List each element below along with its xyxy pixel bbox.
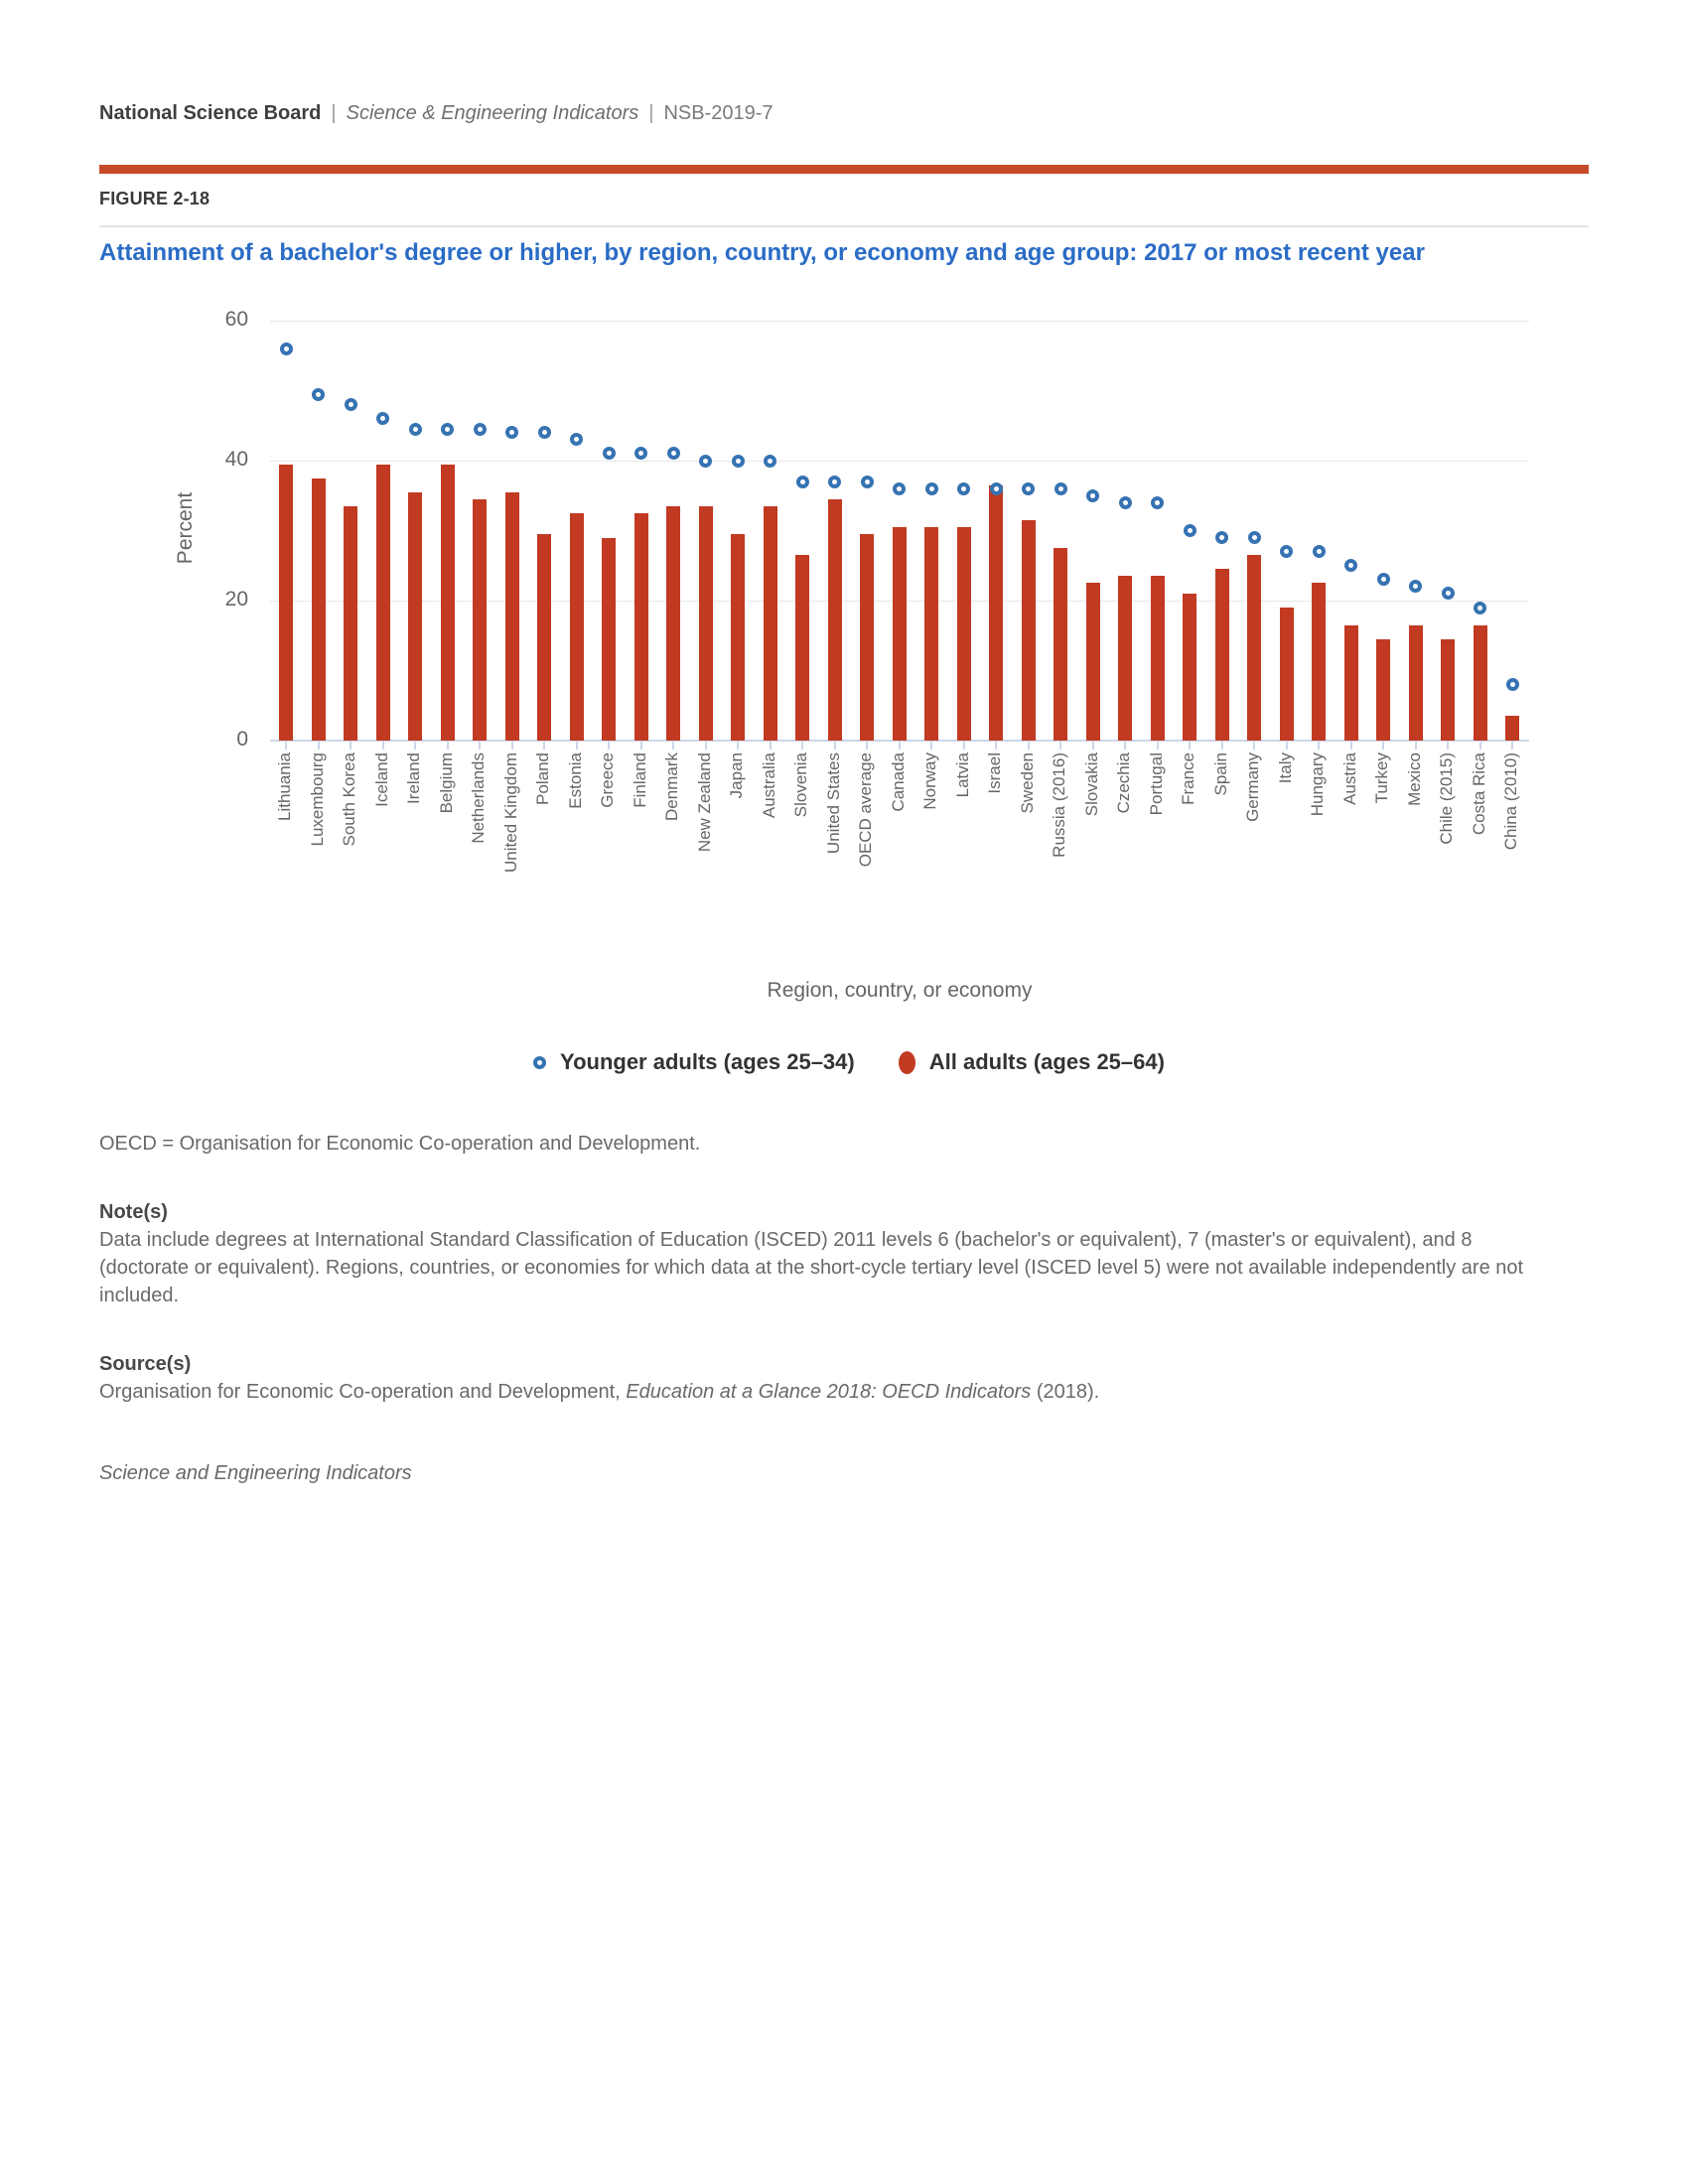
x-axis-tick <box>705 741 707 750</box>
bar <box>1118 576 1132 741</box>
x-axis-tick <box>899 741 901 750</box>
publication-name: Science & Engineering Indicators <box>346 102 639 124</box>
x-axis-tick <box>1221 741 1223 750</box>
x-axis-label: France <box>1179 752 1198 805</box>
scatter-dot <box>1119 496 1132 509</box>
x-axis-label: Chile (2015) <box>1437 752 1457 845</box>
x-axis-tick <box>576 741 578 750</box>
x-axis-label: Belgium <box>436 752 456 814</box>
bar <box>1054 548 1067 741</box>
scatter-dot <box>764 455 776 468</box>
x-axis-tick <box>801 741 803 750</box>
x-axis-label: Slovakia <box>1081 752 1101 817</box>
x-axis-tick <box>285 741 287 750</box>
scatter-dot <box>603 447 616 460</box>
x-axis-label: Germany <box>1243 752 1263 822</box>
x-axis-label: Latvia <box>952 752 972 798</box>
publication-footer: Science and Engineering Indicators <box>99 1462 412 1484</box>
scatter-dot <box>667 447 680 460</box>
scatter-dot <box>861 476 874 488</box>
y-axis-title: Percent <box>174 491 197 565</box>
bar <box>408 492 422 741</box>
bar <box>1280 608 1294 741</box>
scatter-dot <box>312 388 325 401</box>
gridline-y60 <box>270 321 1529 322</box>
x-axis-label: Slovenia <box>791 752 811 818</box>
bar <box>1376 639 1390 741</box>
source-text <box>99 1378 1549 1406</box>
bar <box>1022 520 1036 741</box>
x-axis-label: Iceland <box>371 752 391 807</box>
x-axis-tick <box>1124 741 1126 750</box>
bar <box>279 465 293 741</box>
x-axis-label: United States <box>823 752 843 855</box>
legend-item-younger-adults <box>533 1049 855 1075</box>
x-axis-tick <box>930 741 932 750</box>
brand-name: National Science Board <box>99 102 322 124</box>
x-axis-label: Japan <box>727 752 747 799</box>
bar <box>312 478 326 741</box>
bar <box>893 527 907 741</box>
bar <box>764 506 777 741</box>
sources-heading: Source(s) <box>99 1353 192 1375</box>
bar <box>1441 639 1455 741</box>
bar <box>1247 555 1261 741</box>
scatter-dot <box>828 476 841 488</box>
x-axis-tick <box>511 741 513 750</box>
bar <box>1312 583 1326 741</box>
figure-number: FIGURE 2-18 <box>99 189 211 208</box>
chart-legend <box>0 1040 1688 1084</box>
x-axis-label: Lithuania <box>275 752 295 822</box>
x-axis-tick <box>414 741 416 750</box>
x-axis-label: Netherlands <box>469 752 489 844</box>
x-axis-tick <box>1318 741 1320 750</box>
header-separator: | <box>331 102 337 124</box>
bar <box>828 499 842 741</box>
figure-title: Attainment of a bachelor's degree or higher, by region, country, or economy and age group: 2017 or most recent year <box>99 239 1425 266</box>
scatter-dot <box>732 455 745 468</box>
y-axis-tick-label: 20 <box>224 588 248 611</box>
x-axis-label: China (2010) <box>1501 752 1521 851</box>
x-axis-label: Canada <box>888 752 908 812</box>
x-axis-tick <box>1479 741 1481 750</box>
scatter-dot <box>634 447 647 460</box>
x-axis-tick <box>447 741 449 750</box>
x-axis-label: New Zealand <box>694 752 714 853</box>
bar <box>989 485 1003 741</box>
notes-heading: Note(s) <box>99 1201 168 1223</box>
scatter-dot <box>1086 489 1099 502</box>
x-axis-tick <box>350 741 352 750</box>
x-axis-tick <box>382 741 384 750</box>
x-axis-tick <box>1157 741 1159 750</box>
bar <box>1344 625 1358 741</box>
x-axis-label: Luxembourg <box>307 752 327 847</box>
scatter-dot <box>1248 531 1261 544</box>
x-axis-label: Spain <box>1210 752 1230 796</box>
y-axis-tick-label: 40 <box>224 448 248 471</box>
x-axis-tick <box>737 741 739 750</box>
x-axis-label: Denmark <box>662 752 682 821</box>
x-axis-label: Austria <box>1339 752 1359 805</box>
x-axis-label: Costa Rica <box>1469 752 1488 836</box>
scatter-dot <box>1151 496 1164 509</box>
bar <box>1215 569 1229 741</box>
gridline-y40 <box>270 461 1529 462</box>
legend-label: Younger adults (ages 25–34) <box>560 1049 855 1074</box>
scatter-dot <box>1280 545 1293 558</box>
scatter-dot <box>699 455 712 468</box>
x-axis-label: Russia (2016) <box>1050 752 1069 858</box>
scatter-dot <box>796 476 809 488</box>
bar <box>570 513 584 741</box>
scatter-dot <box>1442 587 1455 600</box>
header-separator: | <box>648 102 654 124</box>
scatter-dot <box>1055 482 1067 495</box>
bar <box>1183 594 1196 741</box>
open-circle-marker-icon <box>533 1056 546 1069</box>
scatter-dot <box>957 482 970 495</box>
bar <box>473 499 487 741</box>
scatter-dot <box>376 412 389 425</box>
bar <box>1409 625 1423 741</box>
bar <box>666 506 680 741</box>
x-axis-tick <box>1253 741 1255 750</box>
scatter-dot <box>1215 531 1228 544</box>
x-axis-tick <box>1415 741 1417 750</box>
x-axis-label: United Kingdom <box>500 752 520 873</box>
source-suffix: (2018). <box>1031 1381 1100 1403</box>
x-axis-label: Czechia <box>1114 752 1134 814</box>
x-axis-tick <box>834 741 836 750</box>
bar <box>537 534 551 741</box>
x-axis-label: OECD average <box>856 752 876 868</box>
x-axis-label: Israel <box>985 752 1005 794</box>
notes-text: Data include degrees at International Standard Classification of Education (ISCED) 2011 levels 6 (bachelor's or equivalent), 7 (master's or equivalent), and 8 (doctorate or equivalent). Regions, countries, or economies for which data at the short-cycle tertiary level (ISCED level 5) were not available independently are not included. <box>99 1229 1524 1306</box>
x-axis-label: Poland <box>533 752 553 805</box>
scatter-dot <box>280 342 293 355</box>
x-axis-tick <box>963 741 965 750</box>
scatter-dot <box>1474 602 1486 614</box>
x-axis-tick <box>640 741 642 750</box>
source-title: Education at a Glance 2018: OECD Indicators <box>626 1381 1032 1403</box>
scatter-dot <box>1409 580 1422 593</box>
source-prefix: Organisation for Economic Co-operation and Development, <box>99 1381 627 1403</box>
x-axis-tick <box>995 741 997 750</box>
x-axis-tick <box>543 741 545 750</box>
x-axis-tick <box>770 741 772 750</box>
bar <box>344 506 357 741</box>
bar <box>441 465 455 741</box>
scatter-dot <box>1313 545 1326 558</box>
x-axis-tick <box>1350 741 1352 750</box>
bar <box>957 527 971 741</box>
x-axis-tick <box>318 741 320 750</box>
bar <box>1151 576 1165 741</box>
legend-item-all-adults <box>899 1049 1165 1075</box>
scatter-dot <box>893 482 906 495</box>
bar <box>505 492 519 741</box>
x-axis-tick <box>1189 741 1191 750</box>
bar <box>924 527 938 741</box>
scatter-dot <box>505 426 518 439</box>
bar <box>376 465 390 741</box>
x-axis-label: Hungary <box>1308 752 1328 817</box>
x-axis-tick <box>1092 741 1094 750</box>
scatter-dot <box>1506 678 1519 691</box>
x-axis-tick <box>1059 741 1061 750</box>
x-axis-tick <box>672 741 674 750</box>
bar <box>699 506 713 741</box>
bar <box>795 555 809 741</box>
scatter-dot <box>570 433 583 446</box>
x-axis-tick <box>608 741 610 750</box>
x-axis-tick <box>1382 741 1384 750</box>
bar <box>731 534 745 741</box>
scatter-dot <box>1184 524 1196 537</box>
scatter-dot <box>1377 573 1390 586</box>
bar <box>1505 716 1519 741</box>
scatter-dot <box>990 482 1003 495</box>
x-axis-label: Greece <box>598 752 618 808</box>
x-axis-tick <box>866 741 868 750</box>
oecd-definition: OECD = Organisation for Economic Co-operation and Development. <box>99 1133 701 1155</box>
x-axis-label: Turkey <box>1372 752 1392 804</box>
bar <box>1474 625 1487 741</box>
x-axis-label: Portugal <box>1146 752 1166 816</box>
bar <box>1086 583 1100 741</box>
scatter-dot <box>441 423 454 436</box>
scatter-dot <box>925 482 938 495</box>
scatter-dot <box>538 426 551 439</box>
x-axis-tick <box>479 741 481 750</box>
scatter-dot <box>1022 482 1035 495</box>
x-axis-tick <box>1028 741 1030 750</box>
filled-circle-marker-icon <box>899 1051 915 1074</box>
scatter-dot <box>1344 559 1357 572</box>
bar <box>860 534 874 741</box>
x-axis-tick <box>1286 741 1288 750</box>
scatter-dot <box>409 423 422 436</box>
legend-label: All adults (ages 25–64) <box>928 1049 1165 1074</box>
bar <box>634 513 648 741</box>
x-axis-tick <box>1447 741 1449 750</box>
x-axis-label: Finland <box>630 752 649 808</box>
x-axis-label: Italy <box>1275 752 1295 784</box>
y-axis-tick-label: 60 <box>224 308 248 331</box>
scatter-dot <box>345 398 357 411</box>
x-axis-label: Estonia <box>565 752 585 809</box>
x-axis-tick <box>1511 741 1513 750</box>
scatter-dot <box>474 423 487 436</box>
y-axis-tick-label: 0 <box>236 728 248 751</box>
x-axis-label: Mexico <box>1404 752 1424 806</box>
x-axis-label: Ireland <box>404 752 424 804</box>
x-axis-label: Norway <box>920 752 940 810</box>
bar <box>602 538 616 741</box>
x-axis-label: Sweden <box>1017 752 1037 814</box>
x-axis-label: Australia <box>759 752 778 819</box>
x-axis-title: Region, country, or economy <box>767 979 1033 1002</box>
x-axis-label: South Korea <box>340 752 359 847</box>
report-id: NSB-2019-7 <box>663 102 774 124</box>
